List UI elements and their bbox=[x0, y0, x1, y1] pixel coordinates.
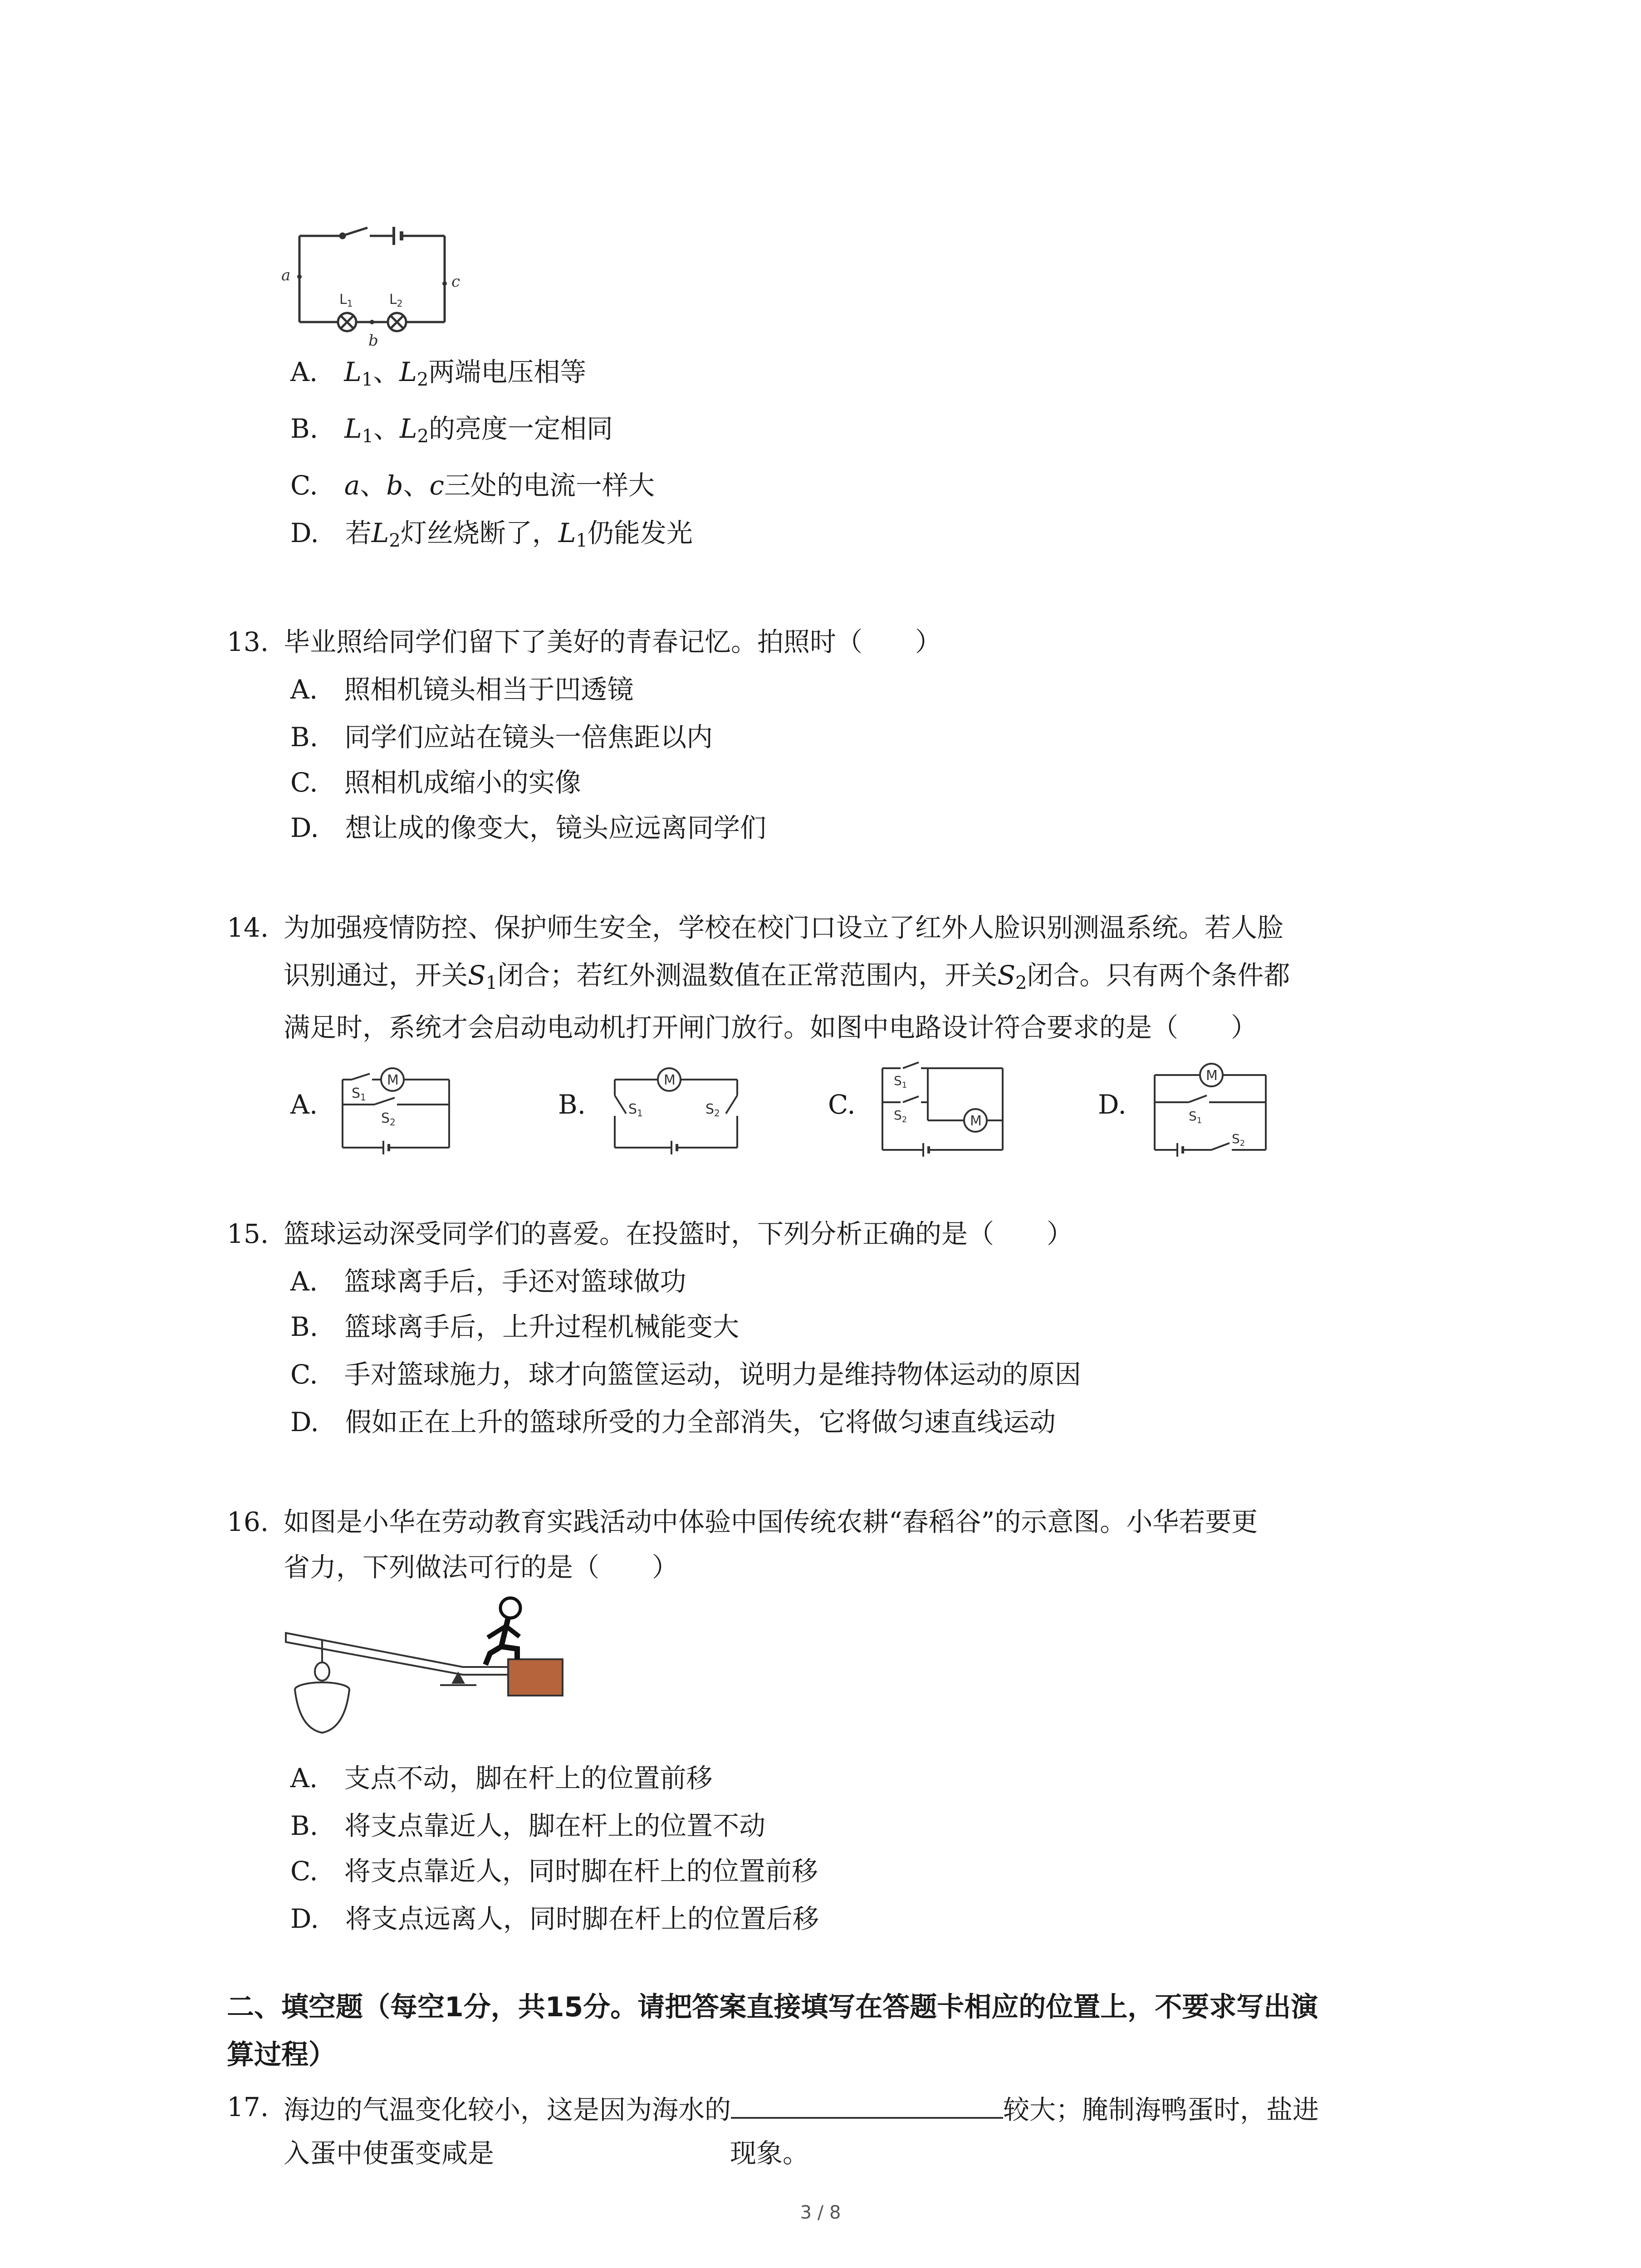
label-l2: $L_2$ bbox=[389, 292, 403, 309]
q15-stem: 篮球运动深受同学们的喜爱。在投篮时，下列分析正确的是（ ） bbox=[284, 1218, 1073, 1249]
q14-line1: 为加强疫情防控、保护师生安全，学校在校门口设立了红外人脸识别测温系统。若人脸 bbox=[284, 912, 1284, 943]
q12-option-b: B. $L_1$、$L_2$的亮度一定相同 bbox=[290, 413, 613, 447]
q13-option-c: C. 照相机成缩小的实像 bbox=[290, 767, 581, 798]
motor-icon: M bbox=[970, 1113, 982, 1129]
q16-option-c: C. 将支点靠近人，同时脚在杆上的位置前移 bbox=[290, 1856, 818, 1887]
q17-blank-2[interactable] bbox=[494, 2134, 730, 2162]
q15-number: 15. bbox=[227, 1218, 269, 1249]
q14-circuit-c bbox=[878, 1057, 1014, 1159]
s1-label: $S_1$ bbox=[894, 1073, 907, 1090]
label-a: a bbox=[281, 266, 291, 284]
motor-icon: M bbox=[664, 1072, 676, 1088]
q14-circuit-b bbox=[608, 1059, 744, 1157]
s2-label: $S_2$ bbox=[1232, 1131, 1245, 1148]
section2-heading-line1: 二、填空题（每空1分，共15分。请把答案直接填写在答题卡相应的位置上，不要求写出演 bbox=[227, 1991, 1318, 2023]
q16-line2: 省力，下列做法可行的是（ ） bbox=[284, 1552, 679, 1583]
s1-label: $S_1$ bbox=[1189, 1109, 1202, 1125]
q16-line1: 如图是小华在劳动教育实践活动中体验中国传统农耕“舂稻谷”的示意图。小华若要更 bbox=[284, 1506, 1258, 1537]
q17-line2: 入蛋中使蛋变咸是 现象。 bbox=[284, 2134, 809, 2171]
s2-label: $S_2$ bbox=[894, 1108, 907, 1124]
q14-option-d-letter: D. bbox=[1098, 1089, 1127, 1120]
q16-number: 16. bbox=[227, 1506, 269, 1537]
q15-option-a: A. 篮球离手后，手还对篮球做功 bbox=[290, 1266, 686, 1297]
q13-stem: 毕业照给同学们留下了美好的青春记忆。拍照时（ ） bbox=[284, 626, 942, 657]
q13-option-a: A. 照相机镜头相当于凹透镜 bbox=[290, 674, 634, 705]
q15-option-c: C. 手对篮球施力，球才向篮筐运动，说明力是维持物体运动的原因 bbox=[290, 1359, 1081, 1390]
motor-icon: M bbox=[1206, 1068, 1218, 1084]
q16-option-a: A. 支点不动，脚在杆上的位置前移 bbox=[290, 1763, 713, 1794]
q14-line2: 识别通过，开关$S_1$闭合；若红外测温数值在正常范围内，开关$S_2$闭合。只有两个条件都 bbox=[284, 960, 1290, 993]
q16-option-d: D. 将支点远离人，同时脚在杆上的位置后移 bbox=[290, 1903, 819, 1934]
q14-number: 14. bbox=[227, 912, 269, 943]
page-number: 3 / 8 bbox=[800, 2202, 841, 2223]
q14-option-b-letter: B. bbox=[558, 1089, 586, 1120]
q12-circuit-diagram bbox=[272, 218, 481, 354]
motor-icon: M bbox=[387, 1072, 399, 1088]
q12-option-c: C. a、b、c三处的电流一样大 bbox=[290, 470, 655, 501]
q13-number: 13. bbox=[227, 626, 269, 657]
q14-circuit-a bbox=[338, 1059, 456, 1157]
s1-label: $S_1$ bbox=[628, 1101, 643, 1119]
q12-option-a: A. $L_1$、$L_2$两端电压相等 bbox=[290, 357, 587, 390]
q15-option-d: D. 假如正在上升的篮球所受的力全部消失，它将做匀速直线运动 bbox=[290, 1407, 1056, 1437]
q12-option-d: D. 若$L_2$灯丝烧断了，$L_1$仍能发光 bbox=[290, 518, 693, 551]
q14-option-c-letter: C. bbox=[828, 1089, 856, 1120]
q14-circuit-d bbox=[1150, 1057, 1273, 1159]
q16-lever-illustration bbox=[272, 1597, 590, 1751]
q17-number: 17. bbox=[227, 2092, 269, 2122]
q14-option-a-letter: A. bbox=[290, 1089, 318, 1120]
s2-label: $S_2$ bbox=[381, 1110, 396, 1128]
q14-line3: 满足时，系统才会启动电动机打开闸门放行。如图中电路设计符合要求的是（ ） bbox=[284, 1012, 1258, 1043]
q13-option-b: B. 同学们应站在镜头一倍焦距以内 bbox=[290, 722, 713, 753]
q17-blank-1[interactable] bbox=[731, 2089, 1003, 2119]
s1-label: $S_1$ bbox=[352, 1085, 366, 1103]
label-c: c bbox=[451, 273, 460, 291]
q15-option-b: B. 篮球离手后，上升过程机械能变大 bbox=[290, 1311, 740, 1342]
q17-line1: 海边的气温变化较小，这是因为海水的 较大；腌制海鸭蛋时，盐进 bbox=[284, 2089, 1319, 2128]
section2-heading-line2: 算过程） bbox=[227, 2039, 336, 2071]
q16-option-b: B. 将支点靠近人，脚在杆上的位置不动 bbox=[290, 1810, 766, 1841]
label-l1: $L_1$ bbox=[339, 292, 353, 309]
q13-option-d: D. 想让成的像变大，镜头应远离同学们 bbox=[290, 812, 766, 843]
label-b: b bbox=[368, 332, 378, 350]
s2-label: $S_2$ bbox=[705, 1101, 720, 1119]
